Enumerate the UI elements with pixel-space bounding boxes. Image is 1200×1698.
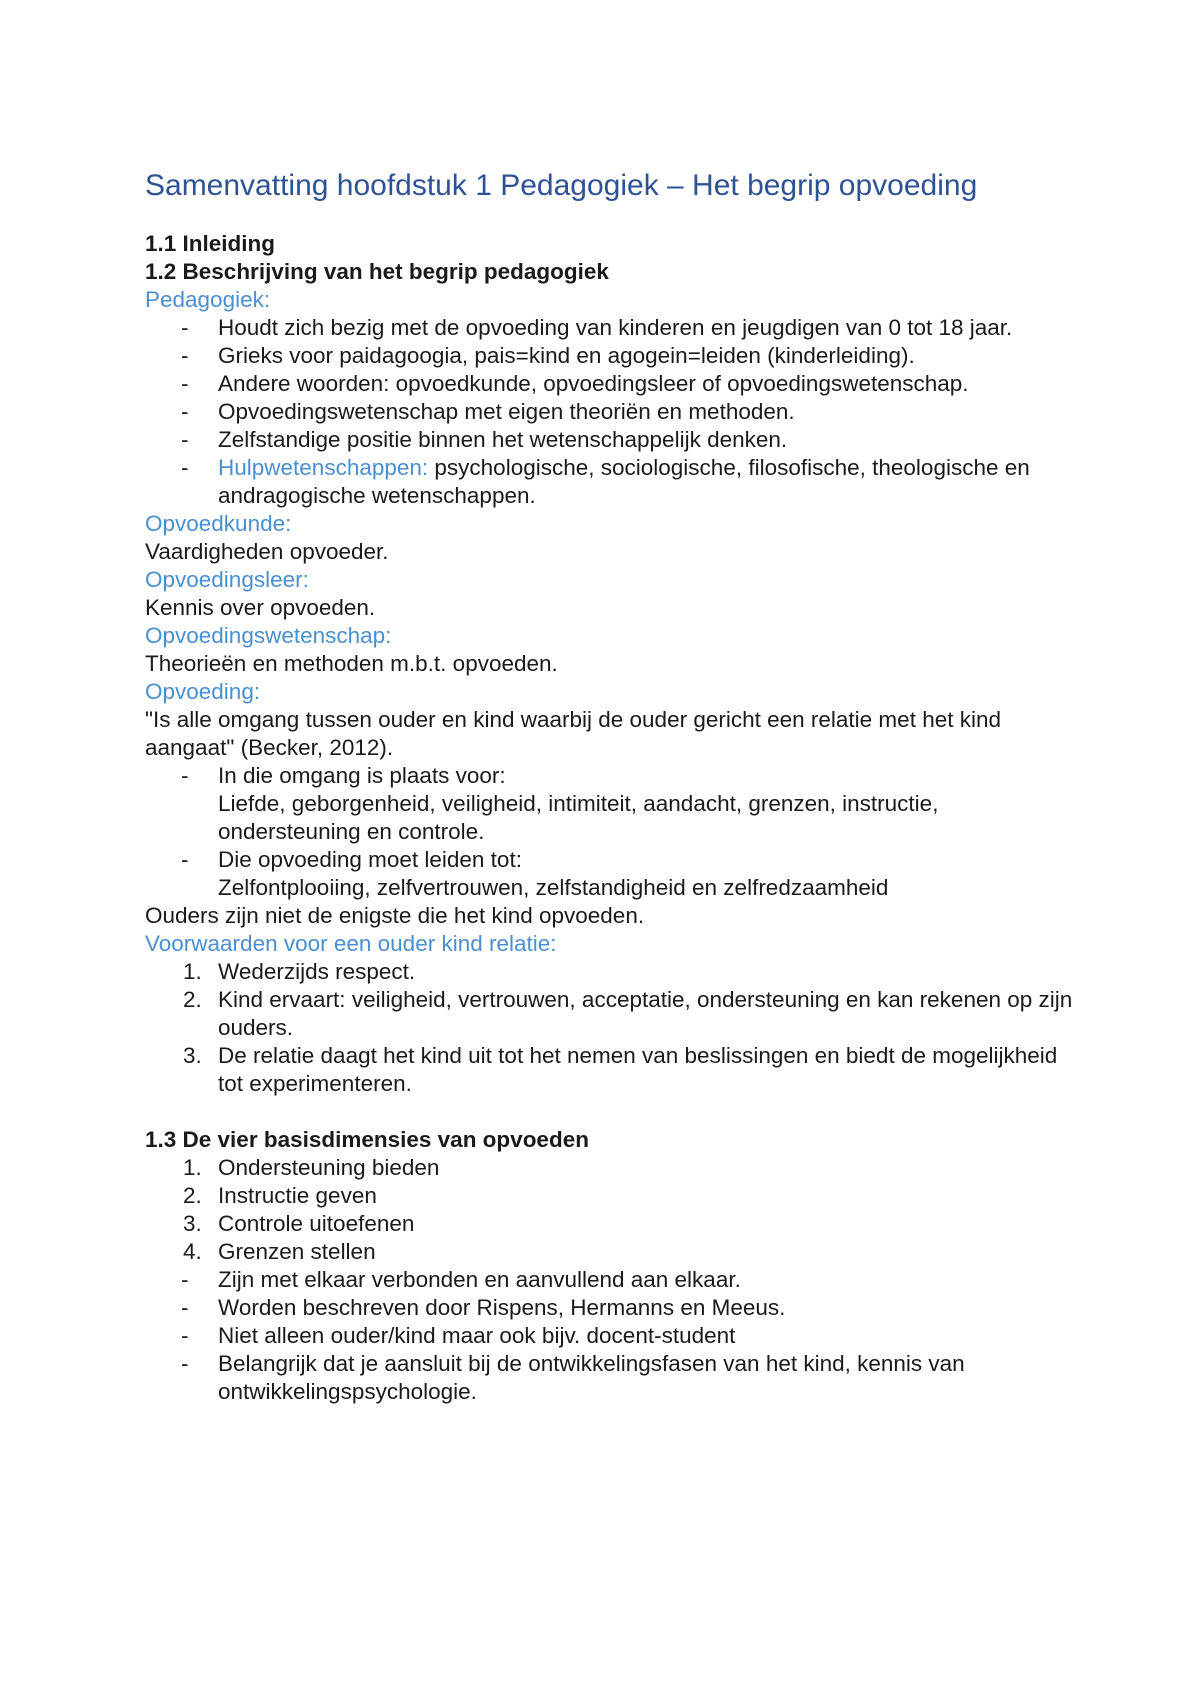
opvoeding-list [145, 762, 1075, 902]
list-item [145, 1042, 1075, 1098]
number-marker: 2. [183, 1183, 202, 1208]
list-item-text: psychologische, sociologische, filosofische, theologische en andragogische wetenschappen. [218, 455, 1030, 508]
list-item-text: Grieks voor paidagoogia, pais=kind en agogein=leiden (kinderleiding). [218, 343, 915, 368]
list-item-text: Houdt zich bezig met de opvoeding van kinderen en jeugdigen van 0 tot 18 jaar. [218, 315, 1013, 340]
dimensies-dash-list [145, 1266, 1075, 1406]
list-item [145, 1294, 1075, 1322]
list-item [145, 1322, 1075, 1350]
dash-marker: - [181, 427, 189, 452]
dash-marker: - [181, 1323, 189, 1348]
list-item-text: Andere woorden: opvoedkunde, opvoedingsleer of opvoedingswetenschap. [218, 371, 969, 396]
list-item-text: Zijn met elkaar verbonden en aanvullend aan elkaar. [218, 1267, 741, 1292]
definition-opvoeding-quote: "Is alle omgang tussen ouder en kind waarbij de ouder gericht een relatie met het kind aangaat" (Becker, 2012). [145, 707, 1001, 760]
list-item [145, 1154, 1075, 1182]
list-item-text: In die omgang is plaats voor: [218, 763, 506, 788]
term-pedagogiek: Pedagogiek: [145, 287, 271, 312]
heading-1-2: 1.2 Beschrijving van het begrip pedagogiek [145, 259, 609, 284]
list-item-text: Belangrijk dat je aansluit bij de ontwikkelingsfasen van het kind, kennis van ontwikkelingspsychologie. [218, 1351, 965, 1404]
list-item-text: Die opvoeding moet leiden tot: [218, 847, 522, 872]
list-item [145, 342, 1075, 370]
term-opvoeding: Opvoeding: [145, 679, 261, 704]
list-item-subtext: Liefde, geborgenheid, veiligheid, intimiteit, aandacht, grenzen, instructie, ondersteuning en controle. [218, 791, 939, 844]
dash-marker: - [181, 1351, 189, 1376]
list-item-subtext: Zelfontplooiing, zelfvertrouwen, zelfstandigheid en zelfredzaamheid [218, 875, 889, 900]
heading-1-1: 1.1 Inleiding [145, 231, 276, 256]
dash-marker: - [181, 1295, 189, 1320]
list-item-text: Ondersteuning bieden [218, 1155, 440, 1180]
list-item-text: De relatie daagt het kind uit tot het nemen van beslissingen en biedt de mogelijkheid tot experimenteren. [218, 1043, 1058, 1096]
dash-marker: - [181, 455, 189, 480]
spacer [145, 1098, 1075, 1126]
list-item-text: Wederzijds respect. [218, 959, 416, 984]
document-title: Samenvatting hoofdstuk 1 Pedagogiek – Het begrip opvoeding [145, 169, 978, 202]
list-item-text: Controle uitoefenen [218, 1211, 415, 1236]
dash-marker: - [181, 399, 189, 424]
dash-marker: - [181, 315, 189, 340]
number-marker: 1. [183, 1155, 202, 1180]
dash-marker: - [181, 847, 189, 872]
dash-marker: - [181, 763, 189, 788]
term-opvoedingswetenschap: Opvoedingswetenschap: [145, 623, 392, 648]
number-marker: 4. [183, 1239, 202, 1264]
list-item-text: Worden beschreven door Rispens, Hermanns en Meeus. [218, 1295, 786, 1320]
list-item [145, 398, 1075, 426]
dimensies-numbered-list [145, 1154, 1075, 1266]
definition-opvoedkunde: Vaardigheden opvoeder. [145, 539, 389, 564]
list-item [145, 958, 1075, 986]
list-item [145, 1238, 1075, 1266]
list-item-text: Kind ervaart: veiligheid, vertrouwen, acceptatie, ondersteuning en kan rekenen op zijn ouders. [218, 987, 1073, 1040]
definition-opvoedingswetenschap: Theorieën en methoden m.b.t. opvoeden. [145, 651, 558, 676]
dash-marker: - [181, 343, 189, 368]
term-opvoedingsleer: Opvoedingsleer: [145, 567, 309, 592]
list-item-text: Opvoedingswetenschap met eigen theoriën en methoden. [218, 399, 795, 424]
list-item-text: Instructie geven [218, 1183, 377, 1208]
list-item [145, 370, 1075, 398]
term-hulpwetenschappen: Hulpwetenschappen: [218, 455, 429, 480]
list-item [145, 1182, 1075, 1210]
opvoeding-note: Ouders zijn niet de enigste die het kind opvoeden. [145, 903, 645, 928]
number-marker: 3. [183, 1211, 202, 1236]
number-marker: 2. [183, 987, 202, 1012]
dash-marker: - [181, 371, 189, 396]
list-item-text: Grenzen stellen [218, 1239, 376, 1264]
list-item [145, 454, 1075, 510]
definition-opvoedingsleer: Kennis over opvoeden. [145, 595, 376, 620]
number-marker: 1. [183, 959, 202, 984]
list-item-text: Zelfstandige positie binnen het wetenschappelijk denken. [218, 427, 788, 452]
list-item [145, 1210, 1075, 1238]
list-item [145, 846, 1075, 902]
pedagogiek-list [145, 314, 1075, 510]
list-item [145, 426, 1075, 454]
term-opvoedkunde: Opvoedkunde: [145, 511, 292, 536]
number-marker: 3. [183, 1043, 202, 1068]
document-page [145, 168, 1075, 1406]
voorwaarden-list [145, 958, 1075, 1098]
list-item [145, 314, 1075, 342]
list-item [145, 1266, 1075, 1294]
list-item-text: Niet alleen ouder/kind maar ook bijv. docent-student [218, 1323, 736, 1348]
heading-1-3: 1.3 De vier basisdimensies van opvoeden [145, 1127, 589, 1152]
list-item [145, 762, 1075, 846]
list-item [145, 986, 1075, 1042]
term-voorwaarden: Voorwaarden voor een ouder kind relatie: [145, 931, 557, 956]
list-item [145, 1350, 1075, 1406]
dash-marker: - [181, 1267, 189, 1292]
